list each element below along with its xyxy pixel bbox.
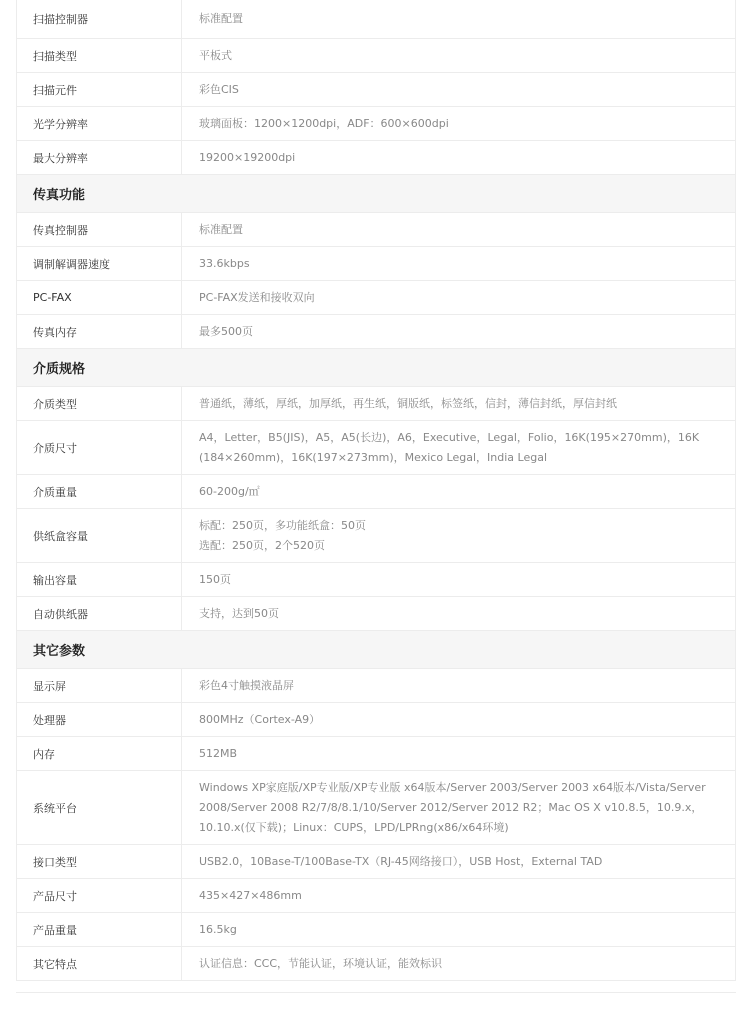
spec-value-line: 435×427×486mm (199, 888, 302, 902)
spec-label: 产品尺寸 (17, 879, 182, 912)
spec-value (182, 475, 735, 508)
spec-value (182, 107, 735, 140)
spec-label: 系统平台 (17, 771, 182, 844)
spec-label: 介质尺寸 (17, 421, 182, 474)
spec-value (182, 421, 735, 474)
table-bottom-border (16, 992, 736, 993)
spec-table (16, 0, 736, 981)
spec-row (17, 39, 735, 73)
spec-row (17, 387, 735, 421)
spec-label: 光学分辨率 (17, 107, 182, 140)
spec-value (182, 141, 735, 174)
spec-value-line: 支持，达到50页 (199, 606, 279, 620)
section-header: 其它参数 (17, 631, 735, 669)
spec-value (182, 913, 735, 946)
spec-row (17, 73, 735, 107)
spec-label: 介质重量 (17, 475, 182, 508)
spec-value (182, 597, 735, 630)
spec-row (17, 475, 735, 509)
spec-row (17, 0, 735, 39)
spec-value-line: 33.6kbps (199, 256, 250, 270)
spec-value (182, 509, 735, 562)
spec-value-line: 彩色CIS (199, 82, 239, 96)
spec-row (17, 947, 735, 981)
spec-label: 供纸盒容量 (17, 509, 182, 562)
spec-value (182, 737, 735, 770)
spec-label: 扫描类型 (17, 39, 182, 72)
spec-value-line: (184×260mm)，16K(197×273mm)，Mexico Legal，India Legal (199, 450, 548, 464)
spec-value-line: 2008/Server 2008 R2/7/8/8.1/10/Server 2012/Server 2012 R2；Mac OS X v10.8.5，10.9.x， (199, 800, 703, 814)
spec-label: 传真控制器 (17, 213, 182, 246)
spec-value-line: 512MB (199, 746, 238, 760)
spec-value-line: 普通纸，薄纸，厚纸，加厚纸，再生纸，铜版纸，标签纸，信封，薄信封纸，厚信封纸 (199, 396, 617, 410)
spec-row (17, 421, 735, 475)
spec-value (182, 771, 735, 844)
spec-value-line: Windows XP家庭版/XP专业版/XP专业版 x64版本/Server 2003/Server 2003 x64版本/Vista/Server (199, 780, 706, 794)
spec-value-line: 60-200g/㎡ (199, 484, 260, 498)
spec-row (17, 879, 735, 913)
spec-value-line: A4，Letter，B5(JIS)，A5，A5(长边)，A6，Executive，Legal，Folio，16K(195×270mm)，16K (199, 430, 700, 444)
spec-label: 调制解调器速度 (17, 247, 182, 280)
spec-value (182, 947, 735, 980)
spec-value-line: 10.10.x(仅下载)；Linux：CUPS，LPD/LPRng(x86/x64环境) (199, 820, 509, 834)
spec-value-line: 玻璃面板：1200×1200dpi，ADF：600×600dpi (199, 116, 449, 130)
section-header: 传真功能 (17, 175, 735, 213)
spec-row (17, 247, 735, 281)
spec-label: 扫描元件 (17, 73, 182, 106)
section-header: 介质规格 (17, 349, 735, 387)
spec-label: 传真内存 (17, 315, 182, 348)
spec-row (17, 281, 735, 315)
spec-row (17, 213, 735, 247)
spec-row (17, 913, 735, 947)
spec-label: 其它特点 (17, 947, 182, 980)
spec-value (182, 39, 735, 72)
spec-value (182, 563, 735, 596)
spec-label: 介质类型 (17, 387, 182, 420)
spec-row (17, 737, 735, 771)
spec-value (182, 247, 735, 280)
spec-row (17, 563, 735, 597)
spec-label: 自动供纸器 (17, 597, 182, 630)
spec-value-line: 认证信息：CCC，节能认证，环境认证，能效标识 (199, 956, 443, 970)
spec-row (17, 597, 735, 631)
spec-value (182, 213, 735, 246)
spec-label: 显示屏 (17, 669, 182, 702)
spec-value-line: 选配：250页，2个520页 (199, 538, 325, 552)
spec-value-line: 彩色4寸触摸液晶屏 (199, 678, 294, 692)
spec-label: 接口类型 (17, 845, 182, 878)
spec-value-line: PC-FAX发送和接收双向 (199, 290, 315, 304)
spec-row (17, 703, 735, 737)
spec-label: PC-FAX (17, 281, 182, 314)
spec-row (17, 141, 735, 175)
spec-value-line: 标准配置 (199, 222, 243, 236)
spec-label: 扫描控制器 (17, 0, 182, 38)
spec-value-line: 标准配置 (199, 12, 243, 25)
spec-label: 内存 (17, 737, 182, 770)
spec-label: 输出容量 (17, 563, 182, 596)
spec-value-line: 19200×19200dpi (199, 150, 296, 164)
spec-value (182, 669, 735, 702)
spec-value-line: 150页 (199, 572, 231, 586)
spec-row (17, 509, 735, 563)
spec-label: 产品重量 (17, 913, 182, 946)
spec-value (182, 845, 735, 878)
spec-row (17, 669, 735, 703)
spec-row (17, 771, 735, 845)
spec-value (182, 879, 735, 912)
spec-value-line: 平板式 (199, 48, 232, 62)
spec-value (182, 281, 735, 314)
spec-value (182, 387, 735, 420)
spec-label: 处理器 (17, 703, 182, 736)
spec-value-line: 800MHz（Cortex-A9） (199, 712, 321, 726)
spec-value-line: USB2.0，10Base-T/100Base-TX（RJ-45网络接口），USB Host，External TAD (199, 854, 603, 868)
spec-label: 最大分辨率 (17, 141, 182, 174)
spec-row (17, 315, 735, 349)
spec-value (182, 703, 735, 736)
spec-value-line: 16.5kg (199, 922, 237, 936)
spec-row (17, 107, 735, 141)
spec-row (17, 845, 735, 879)
spec-value (182, 315, 735, 348)
spec-value-line: 最多500页 (199, 324, 253, 338)
spec-value (182, 0, 735, 38)
spec-value (182, 73, 735, 106)
spec-value-line: 标配：250页，多功能纸盒：50页 (199, 518, 366, 532)
